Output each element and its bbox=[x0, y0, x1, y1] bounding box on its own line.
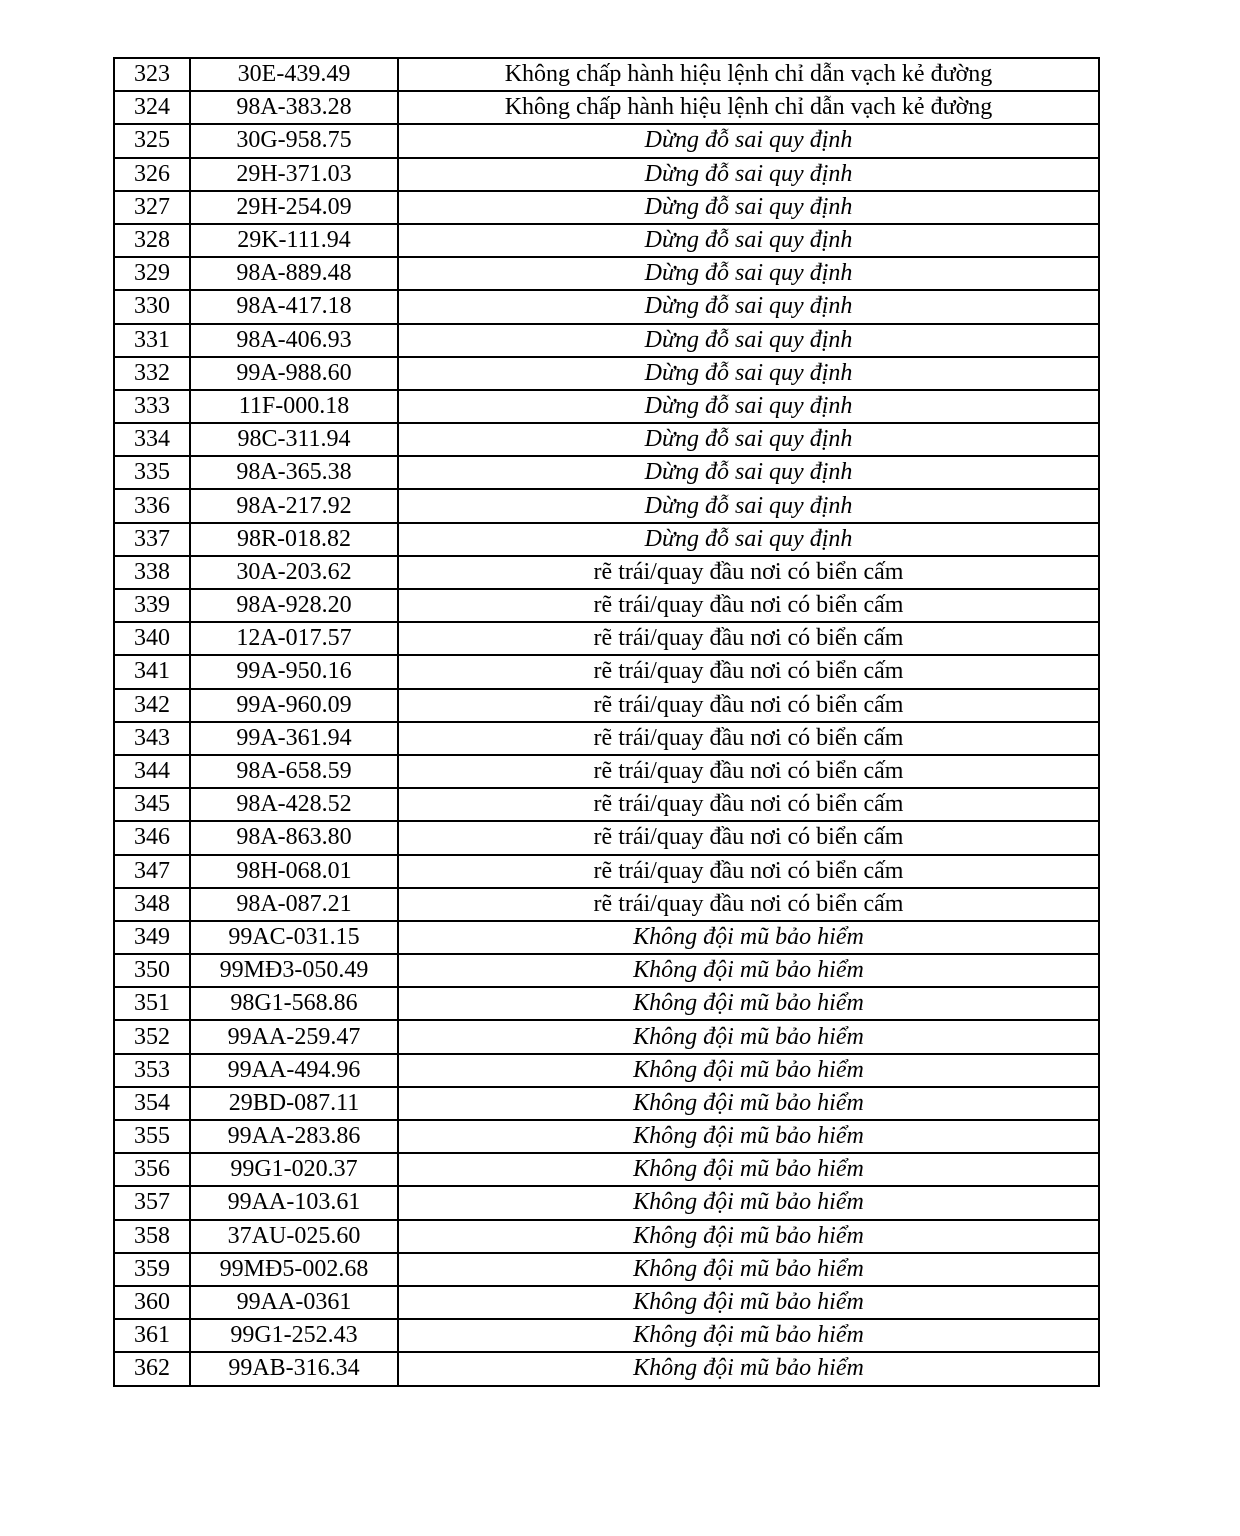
row-number-cell: 332 bbox=[114, 357, 190, 390]
table-row bbox=[114, 1054, 1099, 1087]
violation-cell: Dừng đỗ sai quy định bbox=[398, 357, 1099, 390]
table-row bbox=[114, 191, 1099, 224]
license-plate-cell: 98C-311.94 bbox=[190, 423, 398, 456]
license-plate-cell: 29H-254.09 bbox=[190, 191, 398, 224]
license-plate-cell: 98A-928.20 bbox=[190, 589, 398, 622]
table-row bbox=[114, 1087, 1099, 1120]
violation-cell: rẽ trái/quay đầu nơi có biển cấm bbox=[398, 622, 1099, 655]
table-row bbox=[114, 821, 1099, 854]
license-plate-cell: 11F-000.18 bbox=[190, 390, 398, 423]
violation-cell: rẽ trái/quay đầu nơi có biển cấm bbox=[398, 755, 1099, 788]
violation-cell: Dừng đỗ sai quy định bbox=[398, 324, 1099, 357]
row-number-cell: 343 bbox=[114, 722, 190, 755]
table-row bbox=[114, 1186, 1099, 1219]
table-row bbox=[114, 257, 1099, 290]
table-row bbox=[114, 1286, 1099, 1319]
violations-table bbox=[113, 57, 1100, 1387]
row-number-cell: 353 bbox=[114, 1054, 190, 1087]
row-number-cell: 345 bbox=[114, 788, 190, 821]
violation-cell: Dừng đỗ sai quy định bbox=[398, 423, 1099, 456]
row-number-cell: 329 bbox=[114, 257, 190, 290]
violation-cell: Không chấp hành hiệu lệnh chỉ dẫn vạch kẻ đường bbox=[398, 58, 1099, 91]
violation-cell: Không đội mũ bảo hiểm bbox=[398, 1186, 1099, 1219]
row-number-cell: 342 bbox=[114, 689, 190, 722]
violation-cell: Dừng đỗ sai quy định bbox=[398, 290, 1099, 323]
violation-cell: rẽ trái/quay đầu nơi có biển cấm bbox=[398, 722, 1099, 755]
violation-cell: Dừng đỗ sai quy định bbox=[398, 124, 1099, 157]
row-number-cell: 330 bbox=[114, 290, 190, 323]
violation-cell: Không đội mũ bảo hiểm bbox=[398, 1319, 1099, 1352]
license-plate-cell: 99A-960.09 bbox=[190, 689, 398, 722]
row-number-cell: 354 bbox=[114, 1087, 190, 1120]
row-number-cell: 334 bbox=[114, 423, 190, 456]
table-row bbox=[114, 888, 1099, 921]
table-row bbox=[114, 357, 1099, 390]
license-plate-cell: 98A-658.59 bbox=[190, 755, 398, 788]
row-number-cell: 331 bbox=[114, 324, 190, 357]
row-number-cell: 352 bbox=[114, 1020, 190, 1053]
violation-cell: Không đội mũ bảo hiểm bbox=[398, 1286, 1099, 1319]
violation-cell: rẽ trái/quay đầu nơi có biển cấm bbox=[398, 689, 1099, 722]
license-plate-cell: 99G1-252.43 bbox=[190, 1319, 398, 1352]
table-row bbox=[114, 921, 1099, 954]
license-plate-cell: 99AA-0361 bbox=[190, 1286, 398, 1319]
row-number-cell: 341 bbox=[114, 655, 190, 688]
row-number-cell: 326 bbox=[114, 158, 190, 191]
license-plate-cell: 99A-950.16 bbox=[190, 655, 398, 688]
license-plate-cell: 98A-863.80 bbox=[190, 821, 398, 854]
table-row bbox=[114, 622, 1099, 655]
table-row bbox=[114, 1319, 1099, 1352]
row-number-cell: 360 bbox=[114, 1286, 190, 1319]
table-row bbox=[114, 755, 1099, 788]
license-plate-cell: 37AU-025.60 bbox=[190, 1220, 398, 1253]
row-number-cell: 358 bbox=[114, 1220, 190, 1253]
license-plate-cell: 98R-018.82 bbox=[190, 523, 398, 556]
row-number-cell: 359 bbox=[114, 1253, 190, 1286]
violation-cell: Dừng đỗ sai quy định bbox=[398, 523, 1099, 556]
table-row bbox=[114, 489, 1099, 522]
table-row bbox=[114, 1153, 1099, 1186]
violation-cell: rẽ trái/quay đầu nơi có biển cấm bbox=[398, 589, 1099, 622]
violation-cell: Không đội mũ bảo hiểm bbox=[398, 1087, 1099, 1120]
table-row bbox=[114, 722, 1099, 755]
violation-cell: Dừng đỗ sai quy định bbox=[398, 390, 1099, 423]
license-plate-cell: 98A-365.38 bbox=[190, 456, 398, 489]
table-row bbox=[114, 987, 1099, 1020]
violation-cell: Dừng đỗ sai quy định bbox=[398, 257, 1099, 290]
license-plate-cell: 99MĐ3-050.49 bbox=[190, 954, 398, 987]
license-plate-cell: 29BD-087.11 bbox=[190, 1087, 398, 1120]
table-row bbox=[114, 158, 1099, 191]
row-number-cell: 344 bbox=[114, 755, 190, 788]
row-number-cell: 356 bbox=[114, 1153, 190, 1186]
table-row bbox=[114, 1020, 1099, 1053]
table-row bbox=[114, 788, 1099, 821]
table-row bbox=[114, 91, 1099, 124]
license-plate-cell: 30G-958.75 bbox=[190, 124, 398, 157]
license-plate-cell: 99A-361.94 bbox=[190, 722, 398, 755]
license-plate-cell: 12A-017.57 bbox=[190, 622, 398, 655]
table-row bbox=[114, 1120, 1099, 1153]
table-row bbox=[114, 589, 1099, 622]
violation-cell: Không đội mũ bảo hiểm bbox=[398, 1054, 1099, 1087]
license-plate-cell: 98A-417.18 bbox=[190, 290, 398, 323]
violation-cell: Không đội mũ bảo hiểm bbox=[398, 1352, 1099, 1385]
row-number-cell: 328 bbox=[114, 224, 190, 257]
table-row bbox=[114, 224, 1099, 257]
license-plate-cell: 99AA-259.47 bbox=[190, 1020, 398, 1053]
row-number-cell: 346 bbox=[114, 821, 190, 854]
row-number-cell: 325 bbox=[114, 124, 190, 157]
row-number-cell: 339 bbox=[114, 589, 190, 622]
table-row bbox=[114, 290, 1099, 323]
violation-cell: Dừng đỗ sai quy định bbox=[398, 158, 1099, 191]
violation-cell: Không đội mũ bảo hiểm bbox=[398, 987, 1099, 1020]
row-number-cell: 327 bbox=[114, 191, 190, 224]
license-plate-cell: 98A-889.48 bbox=[190, 257, 398, 290]
license-plate-cell: 30A-203.62 bbox=[190, 556, 398, 589]
license-plate-cell: 99AB-316.34 bbox=[190, 1352, 398, 1385]
table-row bbox=[114, 1220, 1099, 1253]
table-row bbox=[114, 324, 1099, 357]
license-plate-cell: 98A-217.92 bbox=[190, 489, 398, 522]
row-number-cell: 349 bbox=[114, 921, 190, 954]
license-plate-cell: 99AA-494.96 bbox=[190, 1054, 398, 1087]
violation-cell: Không đội mũ bảo hiểm bbox=[398, 1153, 1099, 1186]
violation-cell: rẽ trái/quay đầu nơi có biển cấm bbox=[398, 888, 1099, 921]
row-number-cell: 351 bbox=[114, 987, 190, 1020]
table-row bbox=[114, 390, 1099, 423]
license-plate-cell: 99AA-283.86 bbox=[190, 1120, 398, 1153]
table-row bbox=[114, 58, 1099, 91]
row-number-cell: 333 bbox=[114, 390, 190, 423]
row-number-cell: 340 bbox=[114, 622, 190, 655]
license-plate-cell: 98A-087.21 bbox=[190, 888, 398, 921]
table-row bbox=[114, 124, 1099, 157]
table-row bbox=[114, 1352, 1099, 1385]
license-plate-cell: 98G1-568.86 bbox=[190, 987, 398, 1020]
license-plate-cell: 98H-068.01 bbox=[190, 855, 398, 888]
violation-cell: Không đội mũ bảo hiểm bbox=[398, 921, 1099, 954]
table-row bbox=[114, 456, 1099, 489]
table-row bbox=[114, 689, 1099, 722]
table-row bbox=[114, 655, 1099, 688]
license-plate-cell: 99AC-031.15 bbox=[190, 921, 398, 954]
row-number-cell: 361 bbox=[114, 1319, 190, 1352]
license-plate-cell: 98A-383.28 bbox=[190, 91, 398, 124]
license-plate-cell: 29H-371.03 bbox=[190, 158, 398, 191]
violation-cell: Dừng đỗ sai quy định bbox=[398, 456, 1099, 489]
violations-table-body bbox=[114, 58, 1099, 1386]
table-row bbox=[114, 1253, 1099, 1286]
violation-cell: Không đội mũ bảo hiểm bbox=[398, 954, 1099, 987]
violation-cell: rẽ trái/quay đầu nơi có biển cấm bbox=[398, 821, 1099, 854]
license-plate-cell: 99MĐ5-002.68 bbox=[190, 1253, 398, 1286]
row-number-cell: 357 bbox=[114, 1186, 190, 1219]
table-row bbox=[114, 423, 1099, 456]
row-number-cell: 335 bbox=[114, 456, 190, 489]
license-plate-cell: 29K-111.94 bbox=[190, 224, 398, 257]
violation-cell: Không đội mũ bảo hiểm bbox=[398, 1253, 1099, 1286]
violation-cell: Dừng đỗ sai quy định bbox=[398, 224, 1099, 257]
license-plate-cell: 99AA-103.61 bbox=[190, 1186, 398, 1219]
table-row bbox=[114, 954, 1099, 987]
violation-cell: Không đội mũ bảo hiểm bbox=[398, 1220, 1099, 1253]
violation-cell: rẽ trái/quay đầu nơi có biển cấm bbox=[398, 788, 1099, 821]
row-number-cell: 336 bbox=[114, 489, 190, 522]
license-plate-cell: 99A-988.60 bbox=[190, 357, 398, 390]
row-number-cell: 348 bbox=[114, 888, 190, 921]
violation-cell: Không đội mũ bảo hiểm bbox=[398, 1020, 1099, 1053]
table-row bbox=[114, 556, 1099, 589]
table-row bbox=[114, 855, 1099, 888]
row-number-cell: 338 bbox=[114, 556, 190, 589]
row-number-cell: 337 bbox=[114, 523, 190, 556]
violation-cell: rẽ trái/quay đầu nơi có biển cấm bbox=[398, 855, 1099, 888]
license-plate-cell: 99G1-020.37 bbox=[190, 1153, 398, 1186]
violation-cell: Dừng đỗ sai quy định bbox=[398, 489, 1099, 522]
table-row bbox=[114, 523, 1099, 556]
violation-cell: Dừng đỗ sai quy định bbox=[398, 191, 1099, 224]
violation-cell: Không chấp hành hiệu lệnh chỉ dẫn vạch kẻ đường bbox=[398, 91, 1099, 124]
violation-cell: rẽ trái/quay đầu nơi có biển cấm bbox=[398, 556, 1099, 589]
license-plate-cell: 98A-428.52 bbox=[190, 788, 398, 821]
row-number-cell: 355 bbox=[114, 1120, 190, 1153]
row-number-cell: 324 bbox=[114, 91, 190, 124]
license-plate-cell: 98A-406.93 bbox=[190, 324, 398, 357]
row-number-cell: 362 bbox=[114, 1352, 190, 1385]
row-number-cell: 350 bbox=[114, 954, 190, 987]
license-plate-cell: 30E-439.49 bbox=[190, 58, 398, 91]
violation-cell: Không đội mũ bảo hiểm bbox=[398, 1120, 1099, 1153]
row-number-cell: 323 bbox=[114, 58, 190, 91]
row-number-cell: 347 bbox=[114, 855, 190, 888]
violation-cell: rẽ trái/quay đầu nơi có biển cấm bbox=[398, 655, 1099, 688]
